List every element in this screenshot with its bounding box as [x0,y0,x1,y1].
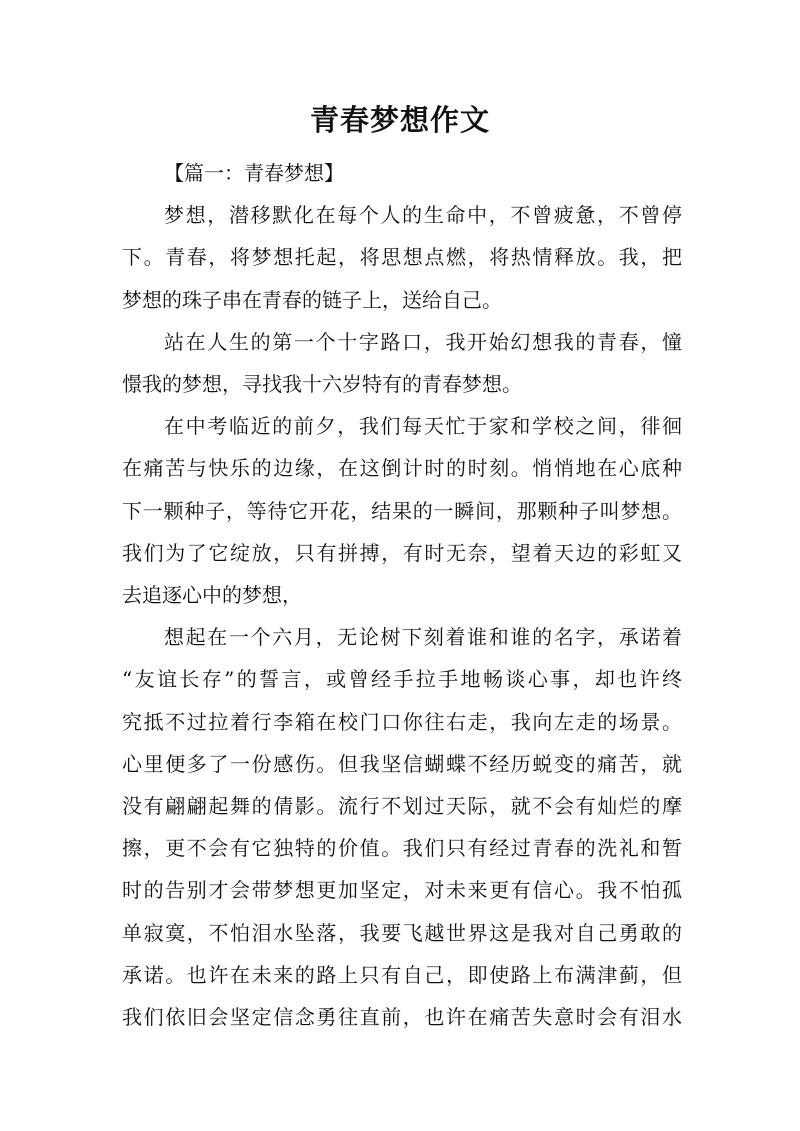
paragraph-line: 我们为了它绽放，只有拼搏，有时无奈，望着天边的彩虹又 [122,540,682,565]
paragraph-line: 单寂寞，不怕泪水坠落，我要飞越世界这是我对自己勇敢的 [122,920,682,945]
paragraph-line: 下。青春，将梦想托起，将思想点燃，将热情释放。我，把 [122,245,682,270]
essay-body [122,152,682,1038]
paragraph-line: 心里便多了一份感伤。但我坚信蝴蝶不经历蜕变的痛苦，就 [122,751,682,776]
paragraph-line: 梦想的珠子串在青春的链子上，送给自己。 [122,287,502,312]
paragraph-line: 去追逐心中的梦想， [122,583,302,608]
page-title: 青春梦想作文 [309,103,490,137]
paragraph-line: 憬我的梦想，寻找我十六岁特有的青春梦想。 [122,372,522,397]
paragraph-3 [122,405,682,616]
paragraph-line: 承诺。也许在未来的路上只有自己，即使路上布满津蓟，但 [122,962,682,987]
paragraph-line: “友谊长存”的誓言，或曾经手拉手地畅谈心事，却也许终 [122,667,682,692]
paragraph-line: 没有翩翩起舞的倩影。流行不划过天际，就不会有灿烂的摩 [122,794,682,819]
paragraph-line: 在痛苦与快乐的边缘，在这倒计时的时刻。悄悄地在心底种 [122,456,682,481]
section-heading: 【篇一：青春梦想】 [164,161,344,185]
paragraph-4 [122,616,682,1038]
paragraph-line: 时的告别才会带梦想更加坚定，对未来更有信心。我不怕孤 [122,878,682,903]
paragraph-line: 我们依旧会坚定信念勇往直前，也许在痛苦失意时会有泪水 [122,1005,682,1030]
paragraph-line: 想起在一个六月，无论树下刻着谁和谁的名字，承诺着 [164,625,682,650]
paragraph-line: 站在人生的第一个十字路口，我开始幻想我的青春，憧 [164,329,682,354]
paragraph-line: 擦，更不会有它独特的价值。我们只有经过青春的洗礼和暂 [122,836,682,861]
paragraph-line: 在中考临近的前夕，我们每天忙于家和学校之间，徘徊 [164,414,682,439]
paragraph-line: 下一颗种子，等待它开花，结果的一瞬间，那颗种子叫梦想。 [122,498,682,523]
paragraph-2 [122,321,682,405]
paragraph-1 [122,194,682,321]
paragraph-line: 究抵不过拉着行李箱在校门口你往右走，我向左走的场景。 [122,709,682,734]
paragraph-line: 梦想，潜移默化在每个人的生命中，不曾疲惫，不曾停 [164,203,682,228]
